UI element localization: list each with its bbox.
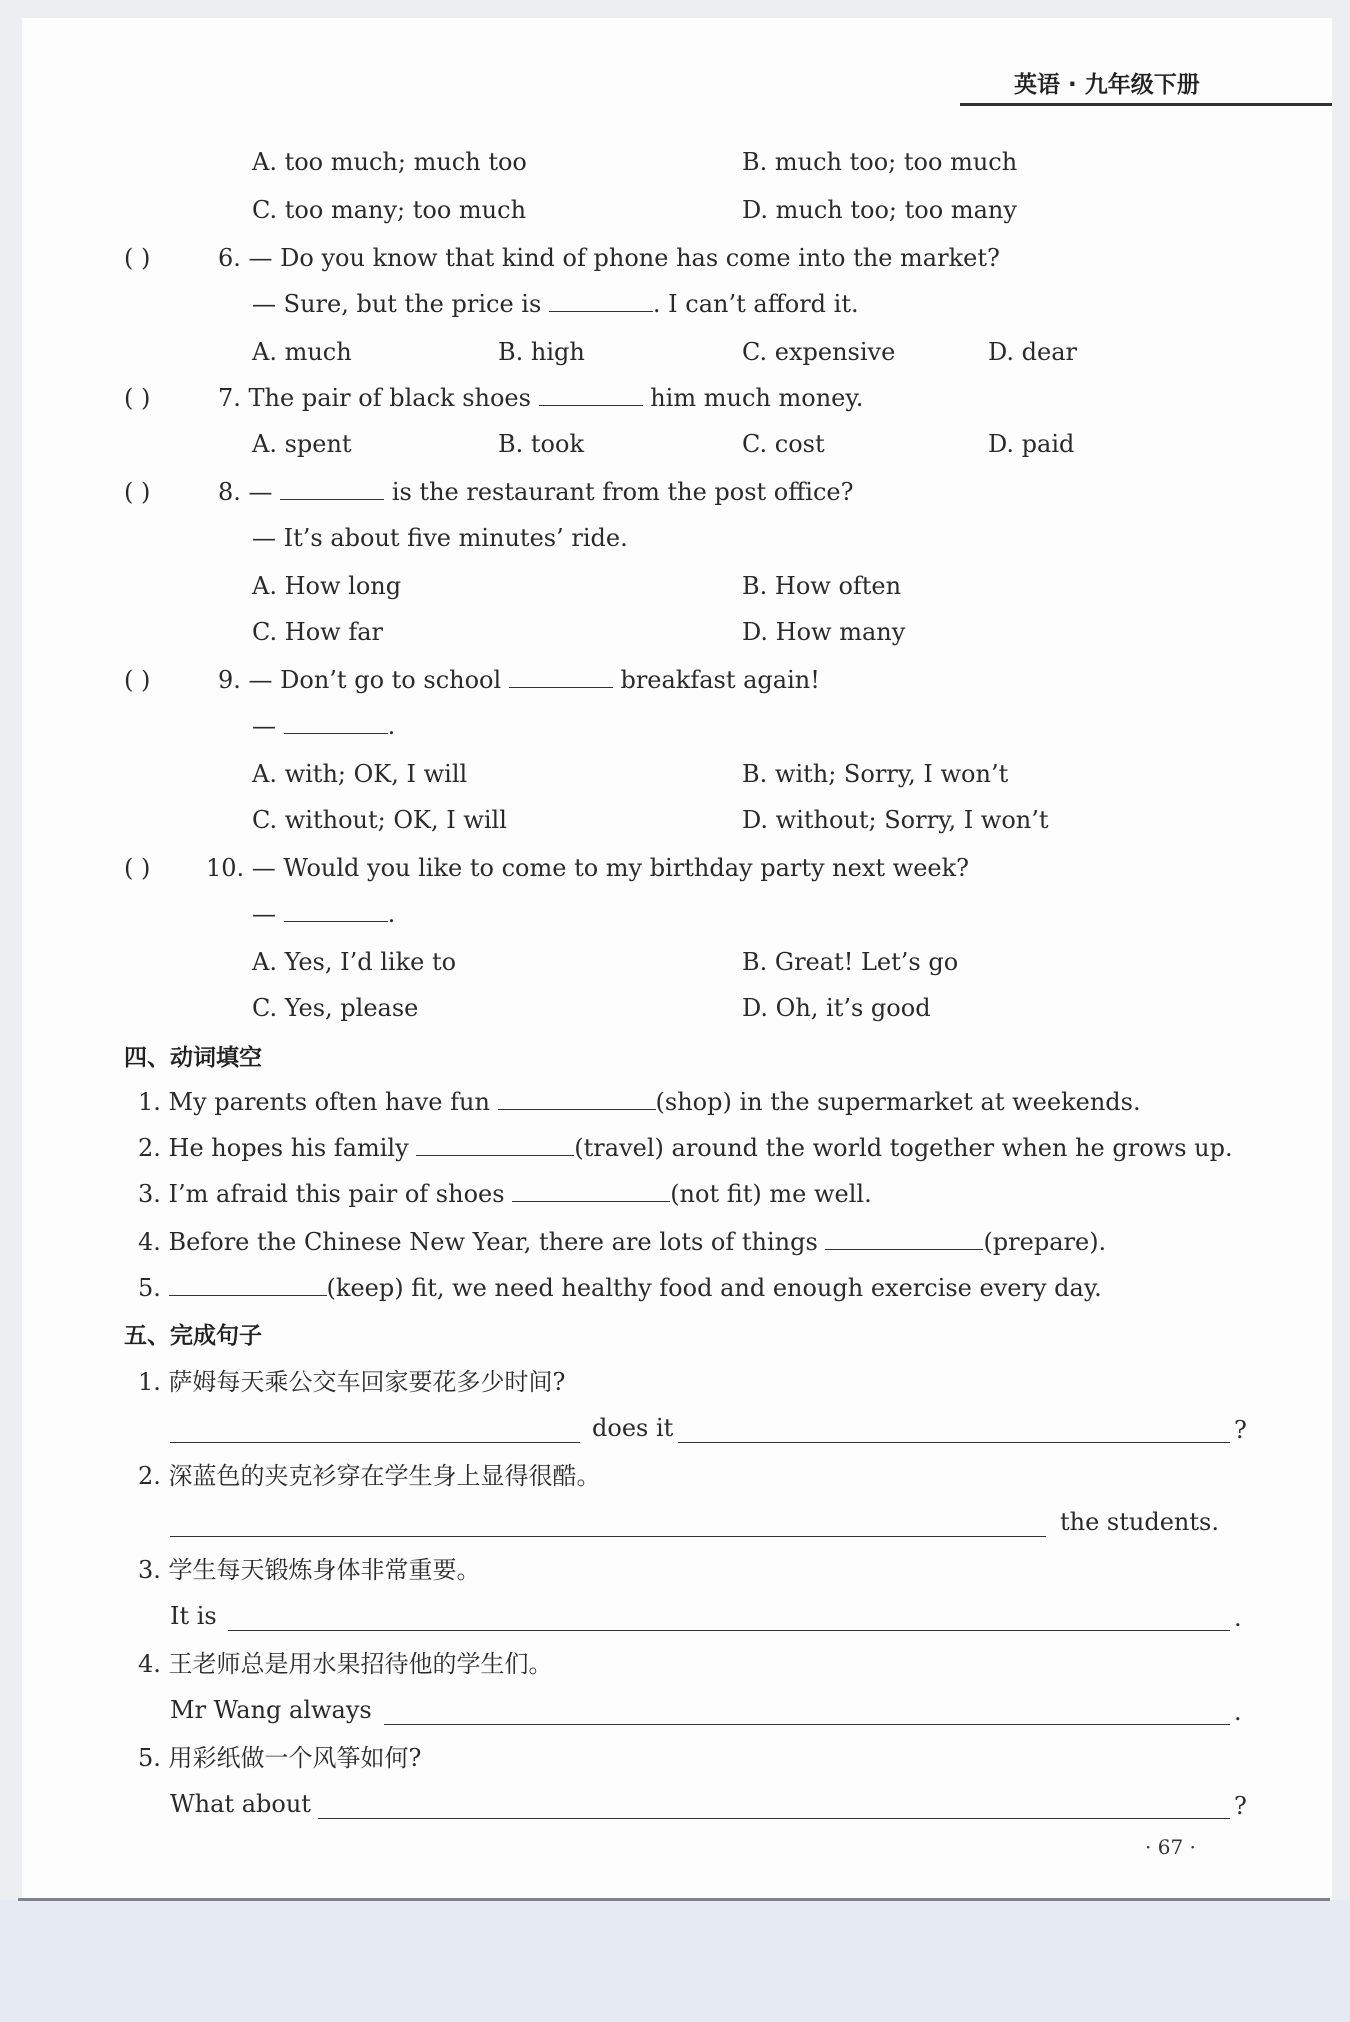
q8-option-a: A. How long <box>252 572 402 600</box>
q7-stem-post: him much money. <box>650 384 864 412</box>
q6-reply-pre: — Sure, but the price is <box>252 290 542 318</box>
s4-item-4-pre: 4. Before the Chinese New Year, there are lots of things <box>138 1228 818 1256</box>
q7-blank[interactable] <box>539 387 643 406</box>
q5-option-b: B. much too; too much <box>742 148 1018 176</box>
q9-reply-blank[interactable] <box>284 715 388 734</box>
q7-option-a: A. spent <box>252 430 352 458</box>
q9-option-c: C. without; OK, I will <box>252 806 507 834</box>
s5-item-3-end: . <box>1234 1604 1242 1632</box>
s5-item-5-chinese: 5. 用彩纸做一个风筝如何? <box>138 1744 422 1772</box>
s5-item-5-end: ? <box>1234 1792 1247 1820</box>
s5-item-4-blank[interactable] <box>384 1706 1230 1725</box>
s4-item-3-post: (not fit) me well. <box>670 1180 872 1208</box>
s5-item-4-end: . <box>1234 1698 1242 1726</box>
q8-option-c: C. How far <box>252 618 383 646</box>
page-header-title: 英语 · 九年级下册 <box>1014 72 1200 98</box>
q7-option-c: C. cost <box>742 430 825 458</box>
q9-stem-pre: 9. — Don’t go to school <box>218 666 502 694</box>
q8-stem <box>218 478 854 506</box>
s4-item-3 <box>138 1180 872 1208</box>
q8-reply: — It’s about five minutes’ ride. <box>252 524 628 552</box>
q6-option-c: C. expensive <box>742 338 896 366</box>
q6-reply-post: . I can’t afford it. <box>652 290 859 318</box>
q10-reply-end: . <box>387 900 396 928</box>
q9-stem <box>218 666 820 694</box>
s5-item-1-blank-a[interactable] <box>170 1424 580 1443</box>
s4-item-5 <box>138 1274 1102 1302</box>
q8-option-d: D. How many <box>742 618 906 646</box>
q6-blank[interactable] <box>549 293 653 312</box>
q8-option-b: B. How often <box>742 572 902 600</box>
s4-item-4-blank[interactable] <box>825 1231 983 1250</box>
q6-option-b: B. high <box>498 338 585 366</box>
s4-item-5-pre: 5. <box>138 1274 161 1302</box>
s4-item-4 <box>138 1228 1106 1256</box>
q7-stem <box>218 384 863 412</box>
q5-option-a: A. too much; much too <box>252 148 527 176</box>
s5-item-2-blank[interactable] <box>170 1518 1046 1537</box>
s4-item-1-pre: 1. My parents often have fun <box>138 1088 490 1116</box>
s5-item-5-blank[interactable] <box>318 1800 1230 1819</box>
q8-blank[interactable] <box>280 481 384 500</box>
s4-item-1-blank[interactable] <box>498 1091 656 1110</box>
section4-heading: 四、动词填空 <box>124 1045 262 1071</box>
q7-answer-bracket[interactable]: ( ) <box>124 384 151 412</box>
s4-item-2-post: (travel) around the world together when he grows up. <box>574 1134 1233 1162</box>
q8-answer-bracket[interactable]: ( ) <box>124 478 151 506</box>
section5-heading: 五、完成句子 <box>124 1323 262 1349</box>
q7-stem-pre: 7. The pair of black shoes <box>218 384 531 412</box>
q8-stem-post: is the restaurant from the post office? <box>391 478 854 506</box>
q10-answer-bracket[interactable]: ( ) <box>124 854 151 882</box>
s4-item-5-post: (keep) fit, we need healthy food and enough exercise every day. <box>326 1274 1102 1302</box>
q9-reply-dash: — <box>252 712 276 740</box>
s4-item-2-blank[interactable] <box>416 1137 574 1156</box>
q10-option-a: A. Yes, I’d like to <box>252 948 457 976</box>
q6-option-a: A. much <box>252 338 352 366</box>
q9-stem-post: breakfast again! <box>620 666 820 694</box>
q10-option-c: C. Yes, please <box>252 994 419 1022</box>
s5-item-5-pre: What about <box>170 1790 311 1818</box>
q5-option-d: D. much too; too many <box>742 196 1017 224</box>
s4-item-1-post: (shop) in the supermarket at weekends. <box>655 1088 1141 1116</box>
s5-item-3-blank[interactable] <box>228 1612 1230 1631</box>
q10-reply <box>252 900 395 928</box>
s4-item-4-post: (prepare). <box>983 1228 1107 1256</box>
s4-item-2 <box>138 1134 1233 1162</box>
q9-reply <box>252 712 395 740</box>
q9-option-d: D. without; Sorry, I won’t <box>742 806 1049 834</box>
s4-item-1 <box>138 1088 1141 1116</box>
s5-item-1-mid: does it <box>592 1414 674 1442</box>
s5-item-1-blank-b[interactable] <box>678 1424 1230 1443</box>
q7-option-d: D. paid <box>988 430 1075 458</box>
q7-option-b: B. took <box>498 430 584 458</box>
q6-option-d: D. dear <box>988 338 1077 366</box>
s4-item-3-pre: 3. I’m afraid this pair of shoes <box>138 1180 505 1208</box>
q10-reply-blank[interactable] <box>284 903 388 922</box>
q6-answer-bracket[interactable]: ( ) <box>124 244 151 272</box>
header-rule <box>960 103 1332 106</box>
s5-item-4-chinese: 4. 王老师总是用水果招待他的学生们。 <box>138 1650 553 1678</box>
s4-item-5-blank[interactable] <box>169 1277 327 1296</box>
s4-item-3-blank[interactable] <box>512 1183 670 1202</box>
q9-reply-end: . <box>387 712 396 740</box>
s5-item-1-chinese: 1. 萨姆每天乘公交车回家要花多少时间? <box>138 1368 566 1396</box>
q9-answer-bracket[interactable]: ( ) <box>124 666 151 694</box>
q10-option-b: B. Great! Let’s go <box>742 948 959 976</box>
q10-option-d: D. Oh, it’s good <box>742 994 931 1022</box>
q10-stem: 10. — Would you like to come to my birthday party next week? <box>206 854 970 882</box>
page-edge-shadow <box>18 1898 1330 1901</box>
s5-item-3-chinese: 3. 学生每天锻炼身体非常重要。 <box>138 1556 481 1584</box>
scan-background <box>0 1900 1350 2022</box>
q9-option-b: B. with; Sorry, I won’t <box>742 760 1009 788</box>
q6-stem: 6. — Do you know that kind of phone has come into the market? <box>218 244 1000 272</box>
q6-reply <box>252 290 859 318</box>
q10-reply-dash: — <box>252 900 276 928</box>
q5-option-c: C. too many; too much <box>252 196 527 224</box>
s5-item-1-end: ? <box>1234 1416 1247 1444</box>
s5-item-2-chinese: 2. 深蓝色的夹克衫穿在学生身上显得很酷。 <box>138 1462 601 1490</box>
s5-item-2-end: the students. <box>1060 1508 1219 1536</box>
page-number: · 67 · <box>1145 1835 1196 1859</box>
s5-item-3-pre: It is <box>170 1602 217 1630</box>
s5-item-4-pre: Mr Wang always <box>170 1696 372 1724</box>
q9-blank[interactable] <box>509 669 613 688</box>
q8-stem-pre: 8. — <box>218 478 273 506</box>
q9-option-a: A. with; OK, I will <box>252 760 468 788</box>
s4-item-2-pre: 2. He hopes his family <box>138 1134 409 1162</box>
